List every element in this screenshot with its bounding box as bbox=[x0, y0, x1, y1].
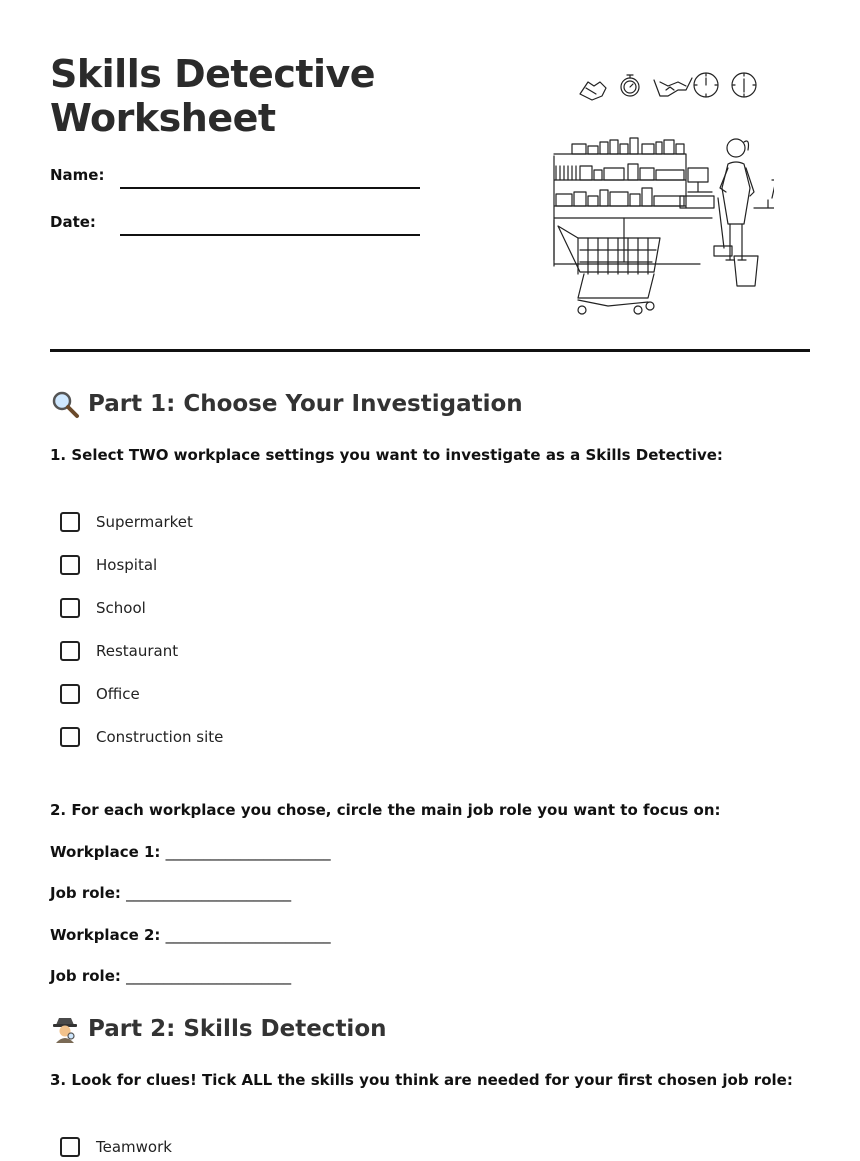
job-role-2-blank[interactable]: ______________________ bbox=[126, 967, 292, 985]
option-supermarket[interactable] bbox=[60, 510, 193, 534]
title-line-1: Skills Detective bbox=[50, 52, 376, 96]
checkbox-supermarket[interactable] bbox=[60, 512, 80, 532]
workplace-1-line[interactable] bbox=[50, 843, 331, 861]
option-restaurant[interactable] bbox=[60, 639, 178, 663]
title-line-2: Worksheet bbox=[50, 96, 276, 140]
header-divider bbox=[50, 349, 810, 352]
option-hospital[interactable] bbox=[60, 553, 157, 577]
name-label: Name: bbox=[50, 166, 105, 184]
page-title bbox=[50, 52, 375, 140]
part1-title bbox=[50, 389, 523, 419]
supermarket-illustration bbox=[548, 68, 774, 320]
option-label: Supermarket bbox=[96, 513, 193, 531]
job-role-2-label: Job role: bbox=[50, 967, 121, 985]
workplace-2-line[interactable] bbox=[50, 926, 331, 944]
checkbox-office[interactable] bbox=[60, 684, 80, 704]
job-role-1-line[interactable] bbox=[50, 884, 291, 902]
question-1: 1. Select TWO workplace settings you want to investigate as a Skills Detective: bbox=[50, 446, 723, 464]
option-school[interactable] bbox=[60, 596, 146, 620]
name-field[interactable] bbox=[120, 187, 420, 189]
workplace-2-label: Workplace 2: bbox=[50, 926, 161, 944]
option-label: Hospital bbox=[96, 556, 158, 574]
option-label: Restaurant bbox=[96, 642, 179, 660]
job-role-1-label: Job role: bbox=[50, 884, 121, 902]
option-construction-site[interactable] bbox=[60, 725, 223, 749]
option-label: Construction site bbox=[96, 728, 224, 746]
workplace-1-label: Workplace 1: bbox=[50, 843, 161, 861]
job-role-1-blank[interactable]: ______________________ bbox=[126, 884, 292, 902]
clock-icon bbox=[732, 73, 756, 97]
handshake-icon bbox=[654, 78, 692, 96]
date-label: Date: bbox=[50, 213, 96, 231]
workplace-1-blank[interactable]: ______________________ bbox=[165, 843, 331, 861]
clock-icon bbox=[694, 73, 718, 97]
worker-person bbox=[714, 139, 758, 286]
checkbox-hospital[interactable] bbox=[60, 555, 80, 575]
magnifying-glass-icon bbox=[50, 389, 80, 419]
option-office[interactable] bbox=[60, 682, 140, 706]
job-role-2-line[interactable] bbox=[50, 967, 291, 985]
detective-icon bbox=[50, 1014, 80, 1044]
option-label: Teamwork bbox=[96, 1138, 172, 1156]
shopping-cart bbox=[558, 226, 660, 314]
option-teamwork[interactable] bbox=[60, 1135, 172, 1159]
question-3: 3. Look for clues! Tick ALL the skills you think are needed for your first chosen job role: bbox=[50, 1071, 793, 1089]
shelves bbox=[554, 138, 774, 266]
date-field[interactable] bbox=[120, 234, 420, 236]
part2-title-text: Part 2: Skills Detection bbox=[88, 1016, 387, 1042]
part1-title-text: Part 1: Choose Your Investigation bbox=[88, 391, 523, 417]
option-label: School bbox=[96, 599, 146, 617]
hand-icon bbox=[580, 82, 606, 100]
checkbox-restaurant[interactable] bbox=[60, 641, 80, 661]
part2-title bbox=[50, 1014, 387, 1044]
stopwatch-icon bbox=[621, 75, 639, 96]
question-2: 2. For each workplace you chose, circle the main job role you want to focus on: bbox=[50, 801, 721, 819]
option-label: Office bbox=[96, 685, 140, 703]
checkbox-teamwork[interactable] bbox=[60, 1137, 80, 1157]
checkbox-construction-site[interactable] bbox=[60, 727, 80, 747]
checkbox-school[interactable] bbox=[60, 598, 80, 618]
workplace-2-blank[interactable]: ______________________ bbox=[165, 926, 331, 944]
